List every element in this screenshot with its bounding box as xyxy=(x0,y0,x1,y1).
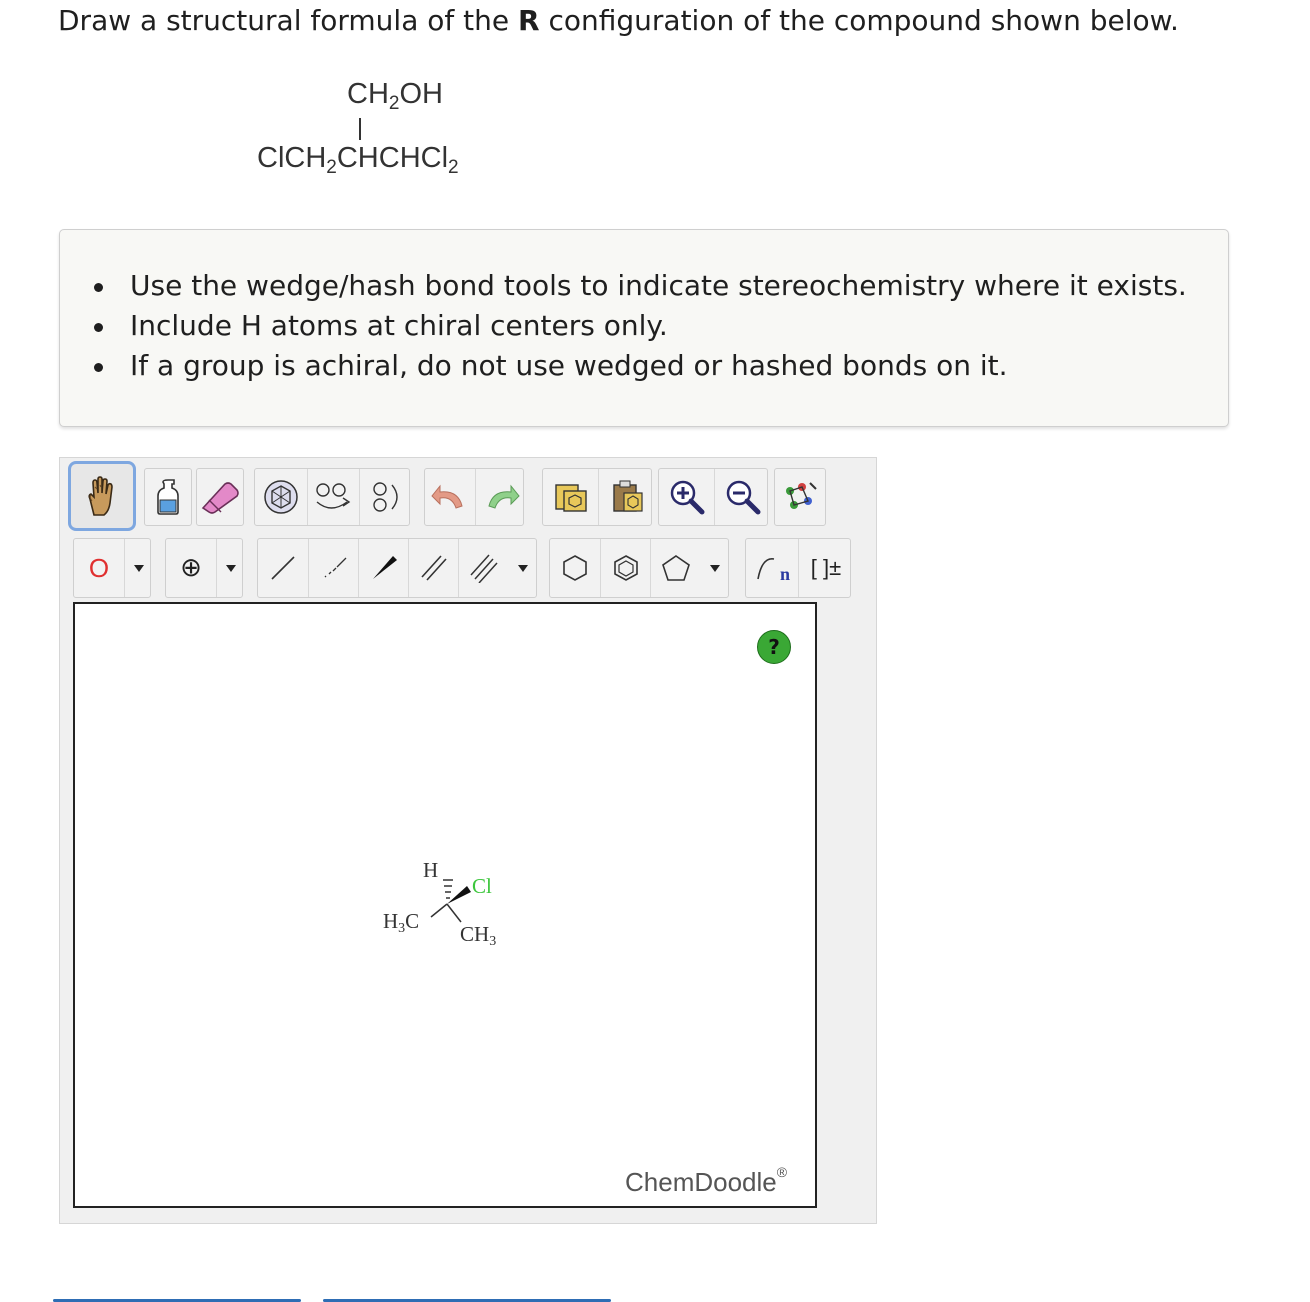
zoom-out-icon xyxy=(724,478,762,516)
double-bond-button[interactable] xyxy=(408,539,459,597)
question-config: R xyxy=(518,4,540,37)
bond-group xyxy=(257,538,537,598)
sgroup-label: n xyxy=(779,563,790,584)
single-bond-icon xyxy=(268,553,298,583)
formula-top: $CH_2OH$ xyxy=(347,78,443,114)
condensed-formula xyxy=(255,78,495,188)
ring-group xyxy=(549,538,729,598)
cyclohexane-icon xyxy=(560,553,590,583)
eraser-tool-button[interactable] xyxy=(196,468,244,526)
molecule-template-icon xyxy=(313,480,355,514)
charge-group xyxy=(165,538,243,598)
chevron-down-icon xyxy=(226,565,236,572)
chemdoodle-editor xyxy=(59,457,877,1224)
bracket-group xyxy=(745,538,851,598)
atom-oxygen-button[interactable]: O xyxy=(88,552,110,583)
benzene-icon xyxy=(611,553,641,583)
charge-plus-button[interactable]: ⊕ xyxy=(180,553,202,583)
instruction-item: If a group is achiral, do not use wedged or hashed bonds on it. xyxy=(130,346,1187,386)
triple-bond-icon xyxy=(469,553,499,583)
cyclopentane-button[interactable] xyxy=(650,539,701,597)
instruction-item: Include H atoms at chiral centers only. xyxy=(130,306,1187,346)
zoom-out-button[interactable] xyxy=(714,469,770,525)
drawing-canvas[interactable] xyxy=(73,602,817,1208)
history-group xyxy=(424,468,524,526)
undo-button[interactable] xyxy=(425,469,475,525)
instructions-box xyxy=(59,229,1229,427)
clear-tool-button[interactable] xyxy=(144,468,192,526)
double-bond-icon xyxy=(419,553,449,583)
hand-tool-button[interactable] xyxy=(68,461,136,531)
wedge-bond-icon xyxy=(369,553,399,583)
charge-dropdown-button[interactable] xyxy=(216,539,245,597)
rotate-template-button[interactable] xyxy=(359,469,412,525)
ring-dropdown-button[interactable] xyxy=(700,539,730,597)
bottle-icon xyxy=(154,478,182,516)
bond-to-right-methyl xyxy=(447,904,461,922)
help-button[interactable]: ? xyxy=(757,630,791,664)
formula-bond xyxy=(359,118,361,140)
benzene-button[interactable] xyxy=(600,539,651,597)
formula-bottom: ClCH$_2$CHCHCl$_2$ xyxy=(257,142,459,178)
triple-bond-button[interactable] xyxy=(458,539,509,597)
question-text xyxy=(58,4,1179,37)
hash-bond-icon xyxy=(319,553,349,583)
single-bond-button[interactable] xyxy=(258,539,308,597)
instructions-list xyxy=(130,266,1187,386)
zoom-group xyxy=(658,468,768,526)
copy-button[interactable] xyxy=(543,469,598,525)
clean-molecule-icon xyxy=(780,479,820,515)
paste-button[interactable] xyxy=(598,469,654,525)
zoom-in-icon xyxy=(668,478,706,516)
paste-icon xyxy=(608,479,646,515)
hash-bond-to-h xyxy=(443,880,453,898)
chevron-down-icon xyxy=(518,565,528,572)
hand-icon xyxy=(82,475,122,517)
atom-dropdown-button[interactable] xyxy=(124,539,153,597)
cyclopentane-icon xyxy=(660,553,692,583)
question-prefix: Draw a structural formula of the xyxy=(58,4,510,37)
wedge-bond-to-cl xyxy=(447,886,471,904)
hash-bond-button[interactable] xyxy=(308,539,359,597)
sgroup-button[interactable] xyxy=(746,539,798,597)
molecule-rotate-icon xyxy=(366,479,406,515)
atom-h-label[interactable]: H xyxy=(423,858,439,882)
chevron-down-icon xyxy=(710,565,720,572)
chemdoodle-watermark: ChemDoodle® xyxy=(625,1164,788,1197)
undo-icon xyxy=(430,482,470,512)
zoom-in-button[interactable] xyxy=(659,469,714,525)
atom-right-methyl-label[interactable]: $CH_3$ xyxy=(460,922,497,949)
cyclohexane-button[interactable] xyxy=(550,539,600,597)
question-suffix: configuration of the compound shown below. xyxy=(548,4,1179,37)
atom-group xyxy=(73,538,151,598)
clipboard-group xyxy=(542,468,652,526)
ring-template-button[interactable] xyxy=(255,469,307,525)
redo-button[interactable] xyxy=(475,469,526,525)
template-tools-group xyxy=(254,468,410,526)
bracket-charge-button[interactable]: [ ]± xyxy=(798,539,853,597)
redo-icon xyxy=(481,482,521,512)
repeat-unit-icon xyxy=(754,553,780,583)
clean-structure-button[interactable] xyxy=(774,468,826,526)
bond-to-left-methyl xyxy=(431,904,447,917)
molecule-bonds xyxy=(75,604,815,1206)
bond-dropdown-button[interactable] xyxy=(508,539,538,597)
ring-template-icon xyxy=(262,478,300,516)
instruction-item: Use the wedge/hash bond tools to indicate stereochemistry where it exists. xyxy=(130,266,1187,306)
atom-left-methyl-label[interactable]: $H_3C$ xyxy=(383,909,420,936)
chevron-down-icon xyxy=(134,565,144,572)
template-lookup-button[interactable] xyxy=(307,469,360,525)
copy-icon xyxy=(552,479,590,515)
atom-cl-label[interactable]: Cl xyxy=(472,874,492,898)
eraser-icon xyxy=(199,480,241,514)
wedge-bond-button[interactable] xyxy=(358,539,409,597)
